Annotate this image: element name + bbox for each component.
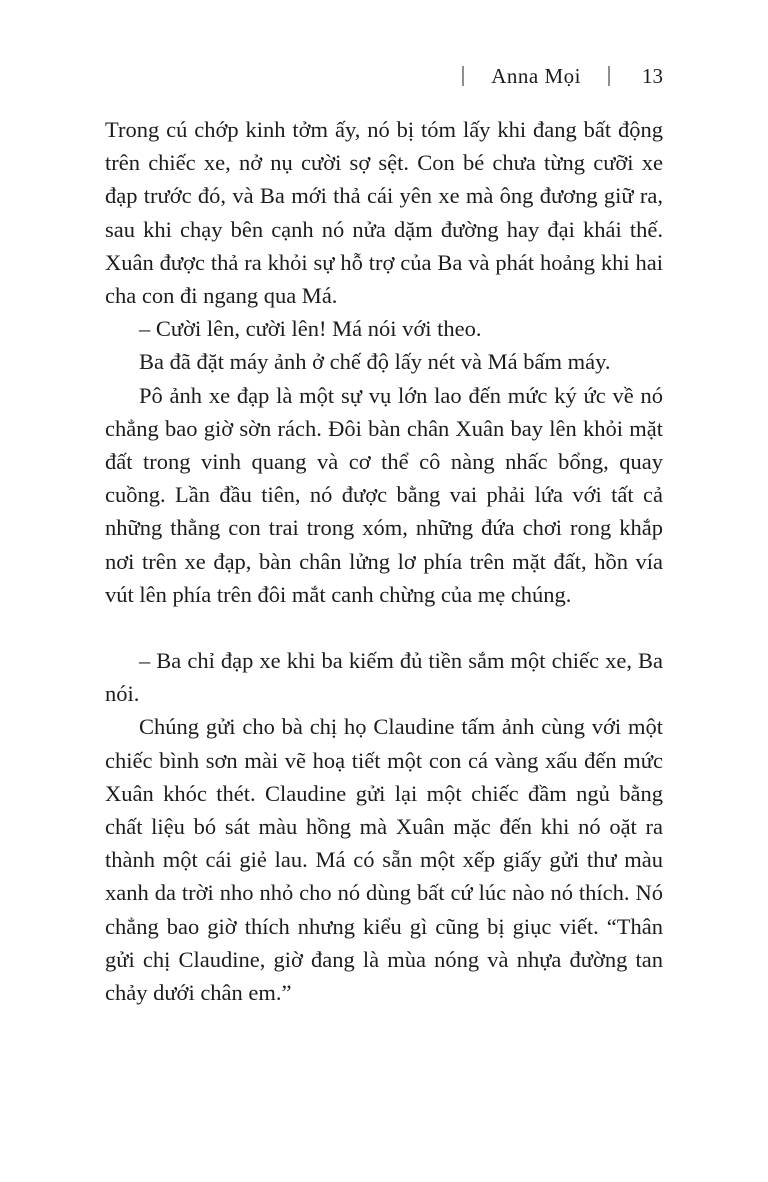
running-head-title: Anna Mọi [491,64,581,88]
header-divider-left [462,66,464,86]
paragraph: Pô ảnh xe đạp là một sự vụ lớn lao đến mức ký ức về nó chẳng bao giờ sờn rách. Đôi bàn chân Xuân bay lên khỏi mặt đất trong vinh quang và cơ thể cô nàng nhấc bổng, quay cuồng. Lần đầu tiên, nó được bằng vai phải lứa với tất cả những thằng con trai trong xóm, những đứa chơi rong khắp nơi trên xe đạp, bàn chân lửng lơ phía trên mặt đất, hồn vía vút lên phía trên đôi mắt canh chừng của mẹ chúng. [105,382,663,607]
paragraph-dialogue: – Cười lên, cười lên! Má nói với theo. [139,316,482,342]
paragraph-continuation: Trong cú chớp kinh tởm ấy, nó bị tóm lấy khi đang bất động trên chiếc xe, nở nụ cười sợ sệt. Con bé chưa từng cưỡi xe đạp trước đó, và Ba mới thả cái yên xe mà ông đương giữ ra, sau khi chạy bên cạnh nó nửa dặm đường hay đại khái thế. Xuân được thả ra khỏi sự hỗ trợ của Ba và phát hoảng khi hai cha con đi ngang qua Má. [105,117,663,309]
paragraph-dialogue: – Ba chỉ đạp xe khi ba kiếm đủ tiền sắm một chiếc xe, Ba nói. [105,648,663,707]
running-head [105,62,663,90]
paragraph: Ba đã đặt máy ảnh ở chế độ lấy nét và Má bấm máy. [139,349,611,375]
paragraph: Chúng gửi cho bà chị họ Claudine tấm ảnh cùng với một chiếc bình sơn mài vẽ hoạ tiết một con cá vàng xấu đến mức Xuân khóc thét. Claudine gửi lại một chiếc đầm ngủ bằng chất liệu bó sát màu hồng mà Xuân mặc đến khi nó oặt ra thành một cái giẻ lau. Má có sẵn một xếp giấy gửi thư màu xanh da trời nho nhỏ cho nó dùng bất cứ lúc nào nó thích. Nó chẳng bao giờ thích nhưng kiểu gì cũng bị giục viết. “Thân gửi chị Claudine, giờ đang là mùa nóng và nhựa đường tan chảy dưới chân em.” [105,714,663,1006]
page-body [105,113,663,1009]
page-number: 13 [642,64,663,88]
header-divider-right [608,66,610,86]
